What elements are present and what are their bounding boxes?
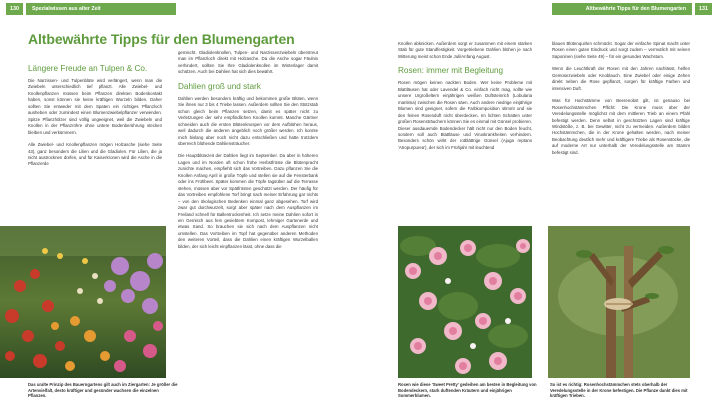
right-running-head: Altbewährte Tipps für den Blumengarten [552,3,692,15]
paragraph: Knollen abknicken. Außerdem sorgt er zusammen mit einem starken Stab für gute Standfestigkeit. Vorgetriebene Dahlien blühen je nach Witterung meist schon Ende Juli/Anfang August. [398,41,532,59]
paragraph: Die Narzissen- und Tulpenblüte wird verlängert, wenn man die Zwiebeln unterschiedlich tief pflanzt. Alle Zwiebel- und Knollenpflanzen müssen beim Pflanzen direkten Bodenkontakt haben, sonst können sie keine kräftigen Wurzeln bilden. Daher sollten Sie entweder mit dem Spaten ein richtiges Pflanzloch ausheben oder zumindest einen Blumenzwiebelpflanzer verwenden. Spitze Pflanzhölzer sind völlig ungeeignet, weil die Zwiebeln und Knollen in der Pflanzröhre ohne untere Bodenberührung stecken bleiben und verkümmern. [28,78,162,135]
page-title: Altbewährte Tipps für den Blumengarten [28,31,295,47]
right-page [360,0,720,405]
paragraph: blauen Blütenquirlen schmückt. Sogar der einfache Spinat macht unter Rosen einen guten Eindruck und sorgt zudem – vermutlich mit seinen Saponinen (siehe Seite 49) – für ein gesundes Wachstum. [552,41,690,59]
rose-photo-image [398,226,532,378]
rose-photo [398,226,532,378]
garden-photo-image [0,226,166,378]
left-col-2 [178,50,318,256]
heading-rosen: Rosen: immer mit Begleitung [398,66,504,76]
paragraph: Wenn die Leuchtkraft der Rosen mit den Jahren nachlässt, helfen Gemüsezwiebeln oder Knoblauch. Eine Zwiebel oder einige Zehen direkt neben die Rose gepflanzt, sorgen für kräftige Farben und intensiven Duft. [552,66,690,91]
paragraph: Alle Zwiebel- und Knollenpflanzen mögen Holzasche (siehe Seite 43), ganz besonders die Lilien und die Gladiolen. Für Lilien, die ja nicht austrocknen dürfen, und für Kaiserkronen wird die Asche in die Pflanzerde [28,142,162,167]
right-page-number: 131 [695,3,712,15]
paragraph: Die Hauptblütezeit der Dahlien liegt im September. Da aber in höheren Lagen und im Norden oft schon frühe Herbstfröste die Blütenpracht zunichte machen, empfiehlt sich das Vortreiben. Dazu pflanzen Sie die Knollen Anfang April in große Töpfe und stellen sie auf die Fensterbank oder ins Frühbeet. Später kommen die Töpfe tagsüber auf die Terrasse stehen, müssen aber vor Spätfrösten geschützt werden. Der häufig für das Vortreiben empfohlene Torf bringt nach meiner Erfahrung gar nichts – von den ökologischen Bedenken einmal ganz abgesehen. Torf wird zwar gut durchwurzelt, sorgt aber später nach dem Auspflanzen im Freiland schnell für Ballentrockenheit. Ich setze meine Dahlien sofort in ein Gemisch aus fein gesiebtem Kompost, lehmiger Gartenerde und etwas Sand. So brauchen sie sich nach dem Auspflanzen nicht umstellen. Das Vortreiben im Topf hat gegenüber anderen Methoden den weiteren Vorteil, dass die Dahlien einen kräftigen Wurzelballen bilden, der sich leicht einpflanzen lässt, ohne dass die [178,153,318,249]
left-running-head: Spezialwissen aus alter Zeit [26,3,176,15]
paragraph: Was für Hochstämme von Beerenobst gilt, ist genauso bei Rosenhochstämmchen Pflicht: Die Krone muss über der Veredelungsstelle möglichst mit dem mittleren Trieb an einem Pfahl befestigt werden. Denn selbst in geschützten Lagen sind kräftige Windstöße, z. B. bei Gewitter, nicht zu vermeiden. Außerdem bilden Hochstämmchen, die in der Krone gehalten werden, nach meiner Beobachtung deutlich mehr und kräftigere Triebe als Rosenstöcke, die auf moderne Art nur unterhalb der Veredelungsstelle am Stamm befestigt sind. [552,98,690,155]
garden-photo [0,226,166,378]
left-page-number: 130 [6,3,23,15]
rose-standard-photo-caption: So ist es richtig: Rosenhochstämmchen stets oberhalb der Veredelungsstelle in der Krone befestigen. Die Pflanze dankt dies mit kräftigen Trieben. [550,382,688,399]
rose-photo-caption: Rosen wie diese 'Sweet Pretty' gedeihen am besten in Begleitung von Bodendeckern, stark duftenden Kräutern und einjährigen Sommerblumen. [398,382,537,399]
rose-standard-photo-image [548,226,690,378]
right-col-2 [552,41,690,162]
paragraph: gemischt. Gladiolenknollen, Tulpen- und Narzissenzwiebeln überstreut man im Pflanzloch direkt mit Holzasche. Da die Asche sogar Fäulnis verhindert, sollten Sie Ihre Gladiolenknollen im Winterlager damit schützen. Auch bei Dahlien hat sich dies bewährt. [178,50,318,75]
heading-dahlien: Dahlien groß und stark [178,81,261,91]
right-col-1 [398,41,532,157]
heading-tulpen: Längere Freude an Tulpen & Co. [28,64,148,73]
paragraph: Dahlien werden besonders kräftig und bekommen große Blüten, wenn Sie ihnen nur 3 bis 4 Triebe lassen. Außerdem sollten Sie den Stützstab schon gleich beim Pflanzen setzen, damit es später nicht zu Verletzungen der sehr empfindlichen Knollen kommt. Manche Gärtner schneiden auch die ersten Blütenknospen vor dem Aufblühen heraus, weil dadurch die anderen angeblich noch größer werden. Ich konnte mich bislang aber noch nicht dazu entschließen und hatte trotzdem überreich blühende Dahliensträucher. [178,95,318,146]
garden-photo-caption: Das uralte Prinzip des Bauerngartens gilt auch im Ziergarten: Je größer die Artenvielfalt, desto kräftiger und gesünder wachsen die einzelnen Pflanzen. [28,382,178,399]
left-running-header [6,3,176,15]
left-col-1 [28,64,162,174]
right-running-header [552,3,712,15]
rose-standard-photo [548,226,690,378]
paragraph: Rosen mögen keinen nackten Boden. Wer keine Probleme mit Blattläusen hat oder Lavendel & Co. einfach nicht mag, sollte wie unsere Urgroßeltern einjährigen weißen Duftsteinrich (Lobularia maritima) zwischen die Rosen säen. Auch andere niedrige einjährige Blumen sind geeignet, sofern die Farbkomposition stimmt und sie den feinen Rosenduft nicht überdecken. Im lichten Schatten unter großen Rosensträuchern können Sie es einmal mit Günsel probieren. Dieser ausdauernde Bodendecker hält nicht nur den Boden feucht, sondern soll auch Blattläuse und Viruskrankheiten verhindern. Besonders schön wirkt der rotblättrige Günsel (Ajuga reptans 'Atropurpurea'), der sich im Frühjahr mit leuchtend [398,80,532,150]
